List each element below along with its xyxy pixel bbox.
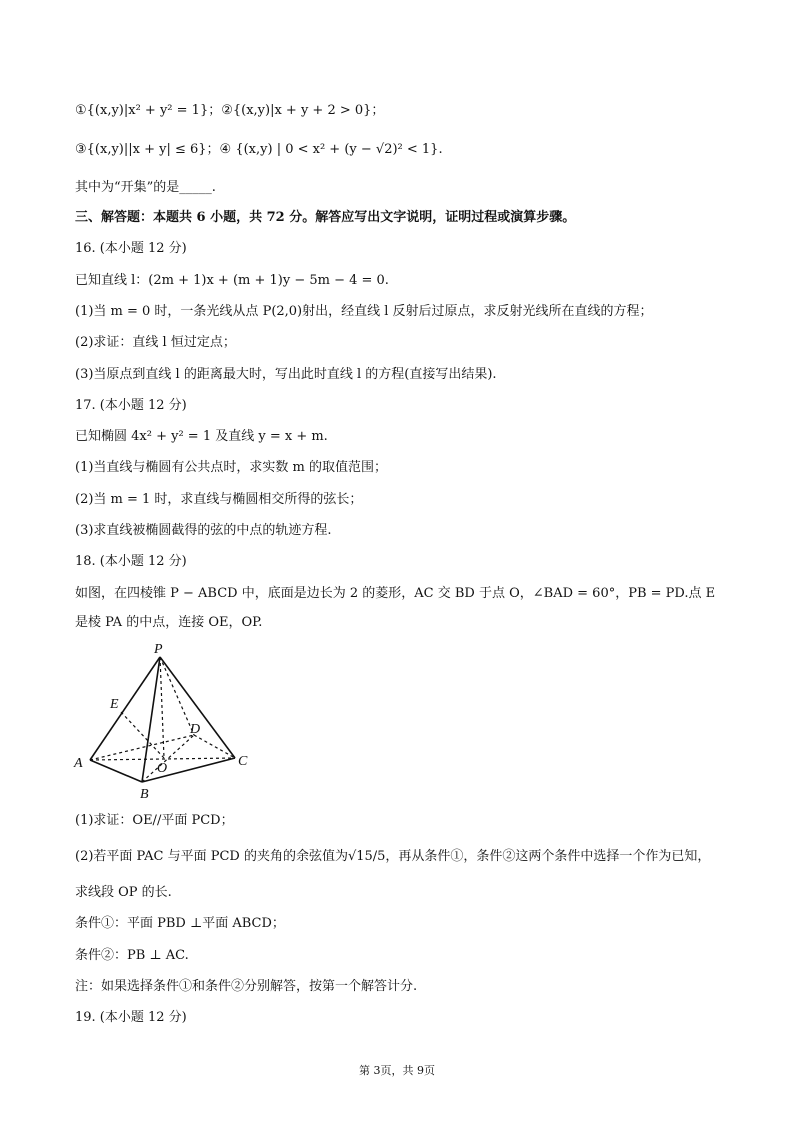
- q18-condition1: 条件①：平面 PBD ⊥平面 ABCD；: [75, 916, 285, 931]
- q16-part1: (1)当 m = 0 时，一条光线从点 P(2,0)射出，经直线 l 反射后过原点，求反射光线所在直线的方程；: [75, 304, 653, 319]
- q16-part2: (2)求证：直线 l 恒过定点；: [75, 335, 236, 350]
- q17-part1: (1)当直线与椭圆有公共点时，求实数 m 的取值范围；: [75, 460, 388, 475]
- label-P: P: [154, 642, 163, 657]
- section-heading: 三、解答题：本题共 6 小题，共 72 分。解答应写出文字说明，证明过程或演算步骤。: [75, 210, 576, 225]
- q18-stem-1: 如图，在四棱锥 P − ABCD 中，底面是边长为 2 的菱形，AC 交 BD 于点 O，∠BAD = 60°，PB = PD.点 E: [75, 586, 716, 601]
- q18-condition2: 条件②：PB ⊥ AC.: [75, 948, 189, 963]
- q16-part3: (3)当原点到直线 l 的距离最大时，写出此时直线 l 的方程(直接写出结果).: [75, 367, 497, 382]
- q18-part2: (2)若平面 PAC 与平面 PCD 的夹角的余弦值为√15/5，再从条件①，条件②这两个条件中选择一个作为已知，: [75, 849, 711, 864]
- q17-part2: (2)当 m = 1 时，求直线与椭圆相交所得的弦长；: [75, 492, 363, 507]
- open-set-question: 其中为“开集”的是_____.: [75, 180, 216, 195]
- label-B: B: [140, 787, 149, 802]
- q18-part1: (1)求证：OE//平面 PCD；: [75, 813, 234, 828]
- q16-stem: 已知直线 l：(2m + 1)x + (m + 1)y − 5m − 4 = 0.: [75, 273, 389, 288]
- set-options-line-2: ③{(x,y)||x + y| ≤ 6}；④ {(x,y) | 0 < x² + (y − √2)² < 1}.: [75, 142, 443, 157]
- label-O: O: [157, 761, 168, 776]
- q16-heading: 16. (本小题 12 分): [75, 241, 187, 256]
- q17-part3: (3)求直线被椭圆截得的弦的中点的轨迹方程.: [75, 523, 332, 538]
- q19-heading: 19. (本小题 12 分): [75, 1010, 187, 1025]
- label-C: C: [238, 754, 248, 769]
- q18-note: 注：如果选择条件①和条件②分别解答，按第一个解答计分.: [75, 979, 418, 994]
- q17-heading: 17. (本小题 12 分): [75, 398, 187, 413]
- label-A: A: [74, 756, 83, 771]
- q18-part2-cont: 求线段 OP 的长.: [75, 885, 172, 900]
- label-E: E: [110, 697, 119, 712]
- page-footer: 第 3页，共 9页: [359, 1064, 435, 1077]
- set-options-line-1: ①{(x,y)|x² + y² = 1}；②{(x,y)|x + y + 2 > 0}；: [75, 103, 385, 118]
- pyramid-figure: [70, 640, 260, 810]
- q17-stem: 已知椭圆 4x² + y² = 1 及直线 y = x + m.: [75, 429, 328, 444]
- q18-heading: 18. (本小题 12 分): [75, 554, 187, 569]
- q18-stem-2: 是棱 PA 的中点，连接 OE，OP.: [75, 615, 263, 630]
- label-D: D: [190, 722, 201, 737]
